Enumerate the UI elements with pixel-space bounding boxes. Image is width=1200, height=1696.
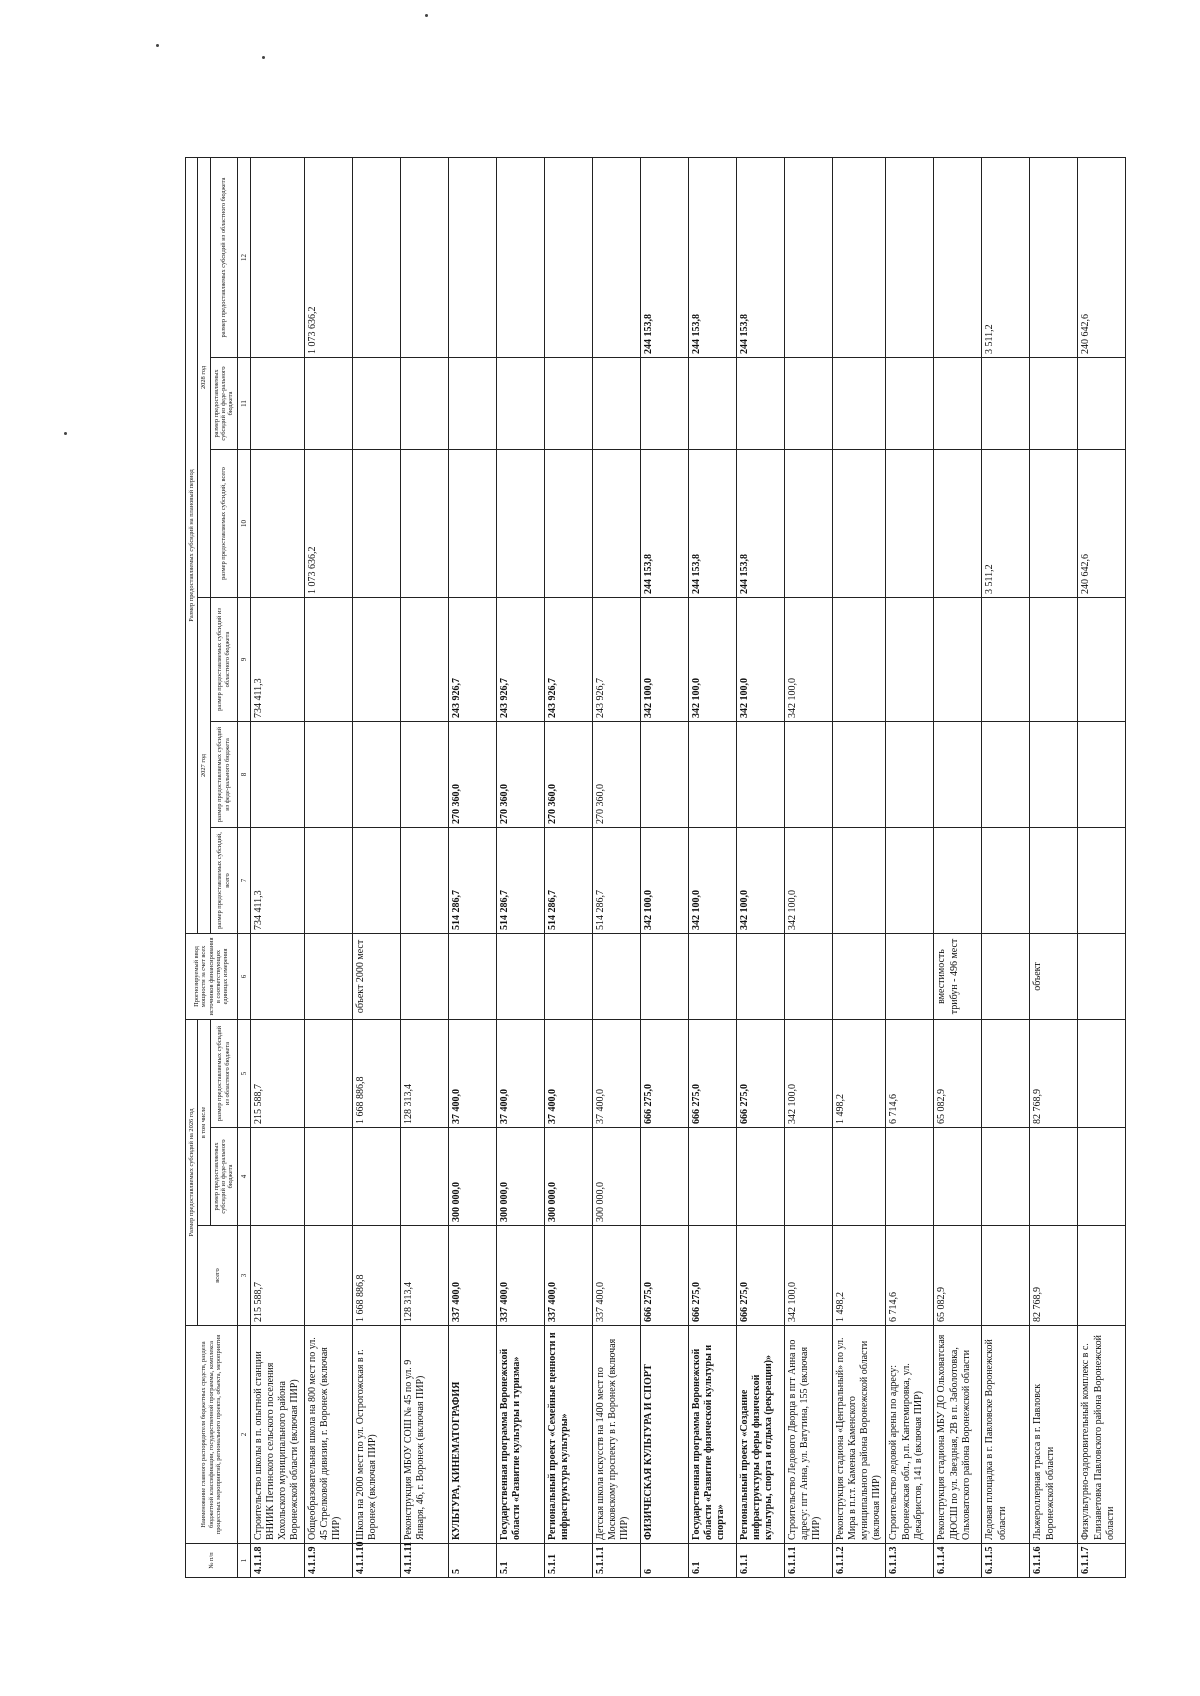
col-no-header: № п/п: [186, 1544, 238, 1578]
fed-2027-cell: [736, 721, 784, 827]
fed-2026-cell: [934, 1128, 982, 1226]
total-2027-cell: [982, 827, 1030, 933]
reg-2028-cell: [592, 157, 640, 357]
table-row: [1030, 157, 1078, 1577]
capacity-cell: [886, 933, 934, 1019]
table-row: [736, 157, 784, 1577]
fed-2027-cell: [352, 721, 400, 827]
reg-2026-cell: [1078, 1019, 1126, 1127]
col-number: 7: [237, 827, 250, 933]
row-name-cell: Государственная программа Воронежской области «Развитие физической культуры и спорта»: [688, 1326, 736, 1544]
year-2027-header: 2027 год: [198, 597, 210, 933]
fed-2026-cell: 300 000,0: [448, 1128, 496, 1226]
table-row: [352, 157, 400, 1577]
total-2027-cell: [934, 827, 982, 933]
table-row: [250, 157, 304, 1577]
total-2026-cell: 337 400,0: [544, 1226, 592, 1326]
table-row: [448, 157, 496, 1577]
total-2028-cell: [352, 449, 400, 597]
col-number: 3: [237, 1226, 250, 1326]
row-code-cell: 4.1.1.9: [304, 1544, 352, 1578]
row-name-cell: Строительство Ледового Дворца в пгт Анна по адресу: пгт Анна, ул. Ватутина, 155 (включая ПИР): [784, 1326, 832, 1544]
reg-2026-cell: 342 100,0: [784, 1019, 832, 1127]
total-2027-cell: [832, 827, 886, 933]
capacity-cell: вместимость трибун - 496 мест: [934, 933, 982, 1019]
reg-2027-cell: [832, 597, 886, 721]
fed-2027-cell: [400, 721, 448, 827]
fed-2026-cell: 300 000,0: [496, 1128, 544, 1226]
reg-2026-cell: [982, 1019, 1030, 1127]
scan-speck: [156, 44, 159, 47]
reg-2027-cell: [352, 597, 400, 721]
reg-2026-cell: 666 275,0: [736, 1019, 784, 1127]
fed-2028-cell: [784, 357, 832, 449]
reg-2028-cell: [934, 157, 982, 357]
reg-2026-cell: 1 668 886,8: [352, 1019, 400, 1127]
scan-speck: [262, 56, 265, 59]
row-code-cell: 4.1.1.10: [352, 1544, 400, 1578]
col-fed-2027-header: размер предоставляемых субсидий из феде-рального бюджета: [210, 721, 237, 827]
capacity-cell: [400, 933, 448, 1019]
reg-2027-cell: [886, 597, 934, 721]
total-2028-cell: [934, 449, 982, 597]
reg-2027-cell: [400, 597, 448, 721]
col-total-2027-header: размер предоставляемых субсидий, всего: [210, 827, 237, 933]
total-2028-cell: [250, 449, 304, 597]
col-number: 8: [237, 721, 250, 827]
total-2027-cell: 342 100,0: [784, 827, 832, 933]
capacity-cell: [982, 933, 1030, 1019]
table-row: [592, 157, 640, 1577]
fed-2027-cell: [886, 721, 934, 827]
row-name-cell: Реконструкция стадиона МБУ ДО Ольховатская ДЮСШ по ул. Звездная, 2В в п. Заболотовка, Ольховатского района Воронежской области: [934, 1326, 982, 1544]
table-row: [496, 157, 544, 1577]
reg-2026-cell: 666 275,0: [688, 1019, 736, 1127]
reg-2027-cell: 243 926,7: [592, 597, 640, 721]
year-2028-header: 2028 год: [198, 157, 210, 597]
row-name-cell: Школа на 2000 мест по ул. Острогожская в г. Воронеж (включая ПИР): [352, 1326, 400, 1544]
total-2026-cell: [1078, 1226, 1126, 1326]
reg-2027-cell: [304, 597, 352, 721]
capacity-cell: [544, 933, 592, 1019]
reg-2027-cell: [982, 597, 1030, 721]
total-2026-cell: 337 400,0: [496, 1226, 544, 1326]
row-code-cell: 6.1.1.1: [784, 1544, 832, 1578]
reg-2028-cell: [400, 157, 448, 357]
row-code-cell: 6.1.1.2: [832, 1544, 886, 1578]
reg-2026-cell: 215 588,7: [250, 1019, 304, 1127]
table-row: [688, 157, 736, 1577]
row-name-cell: Детская школа искусств на 1400 мест по Московскому проспекту в г. Воронеж (включая ПИР): [592, 1326, 640, 1544]
total-2027-cell: 342 100,0: [640, 827, 688, 933]
row-code-cell: 6.1.1.5: [982, 1544, 1030, 1578]
fed-2028-cell: [592, 357, 640, 449]
row-code-cell: 6.1.1.4: [934, 1544, 982, 1578]
row-name-cell: Государственная программа Воронежской области «Развитие культуры и туризма»: [496, 1326, 544, 1544]
table-row: [544, 157, 592, 1577]
fed-2027-cell: [1078, 721, 1126, 827]
row-name-cell: Ледовая площадка в г. Павловске Воронежской области: [982, 1326, 1030, 1544]
col-number: 10: [237, 449, 250, 597]
reg-2026-cell: 37 400,0: [544, 1019, 592, 1127]
row-code-cell: 5.1.1.1: [592, 1544, 640, 1578]
row-code-cell: 5: [448, 1544, 496, 1578]
capacity-cell: [784, 933, 832, 1019]
fed-2026-cell: [688, 1128, 736, 1226]
reg-2028-cell: [250, 157, 304, 357]
fed-2027-cell: [304, 721, 352, 827]
row-name-cell: Региональный проект «Создание инфраструктуры сферы физической культуры, спорта и отдыха (рекреации)»: [736, 1326, 784, 1544]
reg-2028-cell: 3 511,2: [982, 157, 1030, 357]
reg-2028-cell: [352, 157, 400, 357]
row-name-cell: Физкультурно-оздоровительный комплекс в с. Елизаветовка Павловского района Воронежской области: [1078, 1326, 1126, 1544]
total-2028-cell: [1030, 449, 1078, 597]
fed-2027-cell: 270 360,0: [544, 721, 592, 827]
reg-2028-cell: 1 073 636,2: [304, 157, 352, 357]
total-2027-cell: [1030, 827, 1078, 933]
reg-2027-cell: 342 100,0: [784, 597, 832, 721]
row-name-cell: КУЛЬТУРА, КИНЕМАТОГРАФИЯ: [448, 1326, 496, 1544]
reg-2027-cell: [1078, 597, 1126, 721]
row-code-cell: 6.1.1.7: [1078, 1544, 1126, 1578]
reg-2028-cell: [784, 157, 832, 357]
total-2027-cell: 342 100,0: [736, 827, 784, 933]
fed-2026-cell: 300 000,0: [544, 1128, 592, 1226]
fed-2026-cell: [400, 1128, 448, 1226]
row-name-cell: Строительство школы в п. опытной станции ВНИИК Петинского сельского поселения Хохольского муниципального района Воронежской области (включая ПИР): [250, 1326, 304, 1544]
reg-2028-cell: 240 642,6: [1078, 157, 1126, 357]
fed-2027-cell: [250, 721, 304, 827]
total-2027-cell: [400, 827, 448, 933]
col-total-header: всего: [198, 1226, 237, 1326]
col-number: 6: [237, 933, 250, 1019]
table-row: [400, 157, 448, 1577]
row-code-cell: 4.1.1.8: [250, 1544, 304, 1578]
total-2027-cell: [1078, 827, 1126, 933]
reg-2027-cell: [1030, 597, 1078, 721]
reg-2027-cell: 243 926,7: [448, 597, 496, 721]
total-2027-cell: [886, 827, 934, 933]
reg-2026-cell: 37 400,0: [496, 1019, 544, 1127]
total-2026-cell: 82 768,9: [1030, 1226, 1078, 1326]
total-2027-cell: [352, 827, 400, 933]
incl-header: в том числе: [198, 1019, 210, 1225]
document-page: [185, 158, 1115, 1578]
reg-2026-cell: 1 498,2: [832, 1019, 886, 1127]
total-2026-cell: 666 275,0: [688, 1226, 736, 1326]
total-2028-cell: [784, 449, 832, 597]
fed-2028-cell: [544, 357, 592, 449]
col-reg-2027-header: размер предоставляемых субсидий из областного бюджета: [210, 597, 237, 721]
fed-2026-cell: [784, 1128, 832, 1226]
fed-2028-cell: [1030, 357, 1078, 449]
row-code-cell: 6.1.1: [736, 1544, 784, 1578]
capacity-cell: объект 2000 мест: [352, 933, 400, 1019]
fed-2028-cell: [934, 357, 982, 449]
fed-2027-cell: [982, 721, 1030, 827]
total-2027-cell: 514 286,7: [448, 827, 496, 933]
fed-2028-cell: [1078, 357, 1126, 449]
reg-2028-cell: [832, 157, 886, 357]
capacity-cell: [592, 933, 640, 1019]
reg-2027-cell: 342 100,0: [688, 597, 736, 721]
col-number: 4: [237, 1128, 250, 1226]
table-row: [832, 157, 886, 1577]
capacity-cell: [496, 933, 544, 1019]
capacity-cell: [832, 933, 886, 1019]
reg-2028-cell: [544, 157, 592, 357]
group-plan-header: Размер предоставляемых субсидий на плановый период: [186, 157, 198, 933]
total-2028-cell: 244 153,8: [640, 449, 688, 597]
fed-2028-cell: [400, 357, 448, 449]
reg-2026-cell: 37 400,0: [448, 1019, 496, 1127]
fed-2028-cell: [886, 357, 934, 449]
reg-2027-cell: 243 926,7: [544, 597, 592, 721]
fed-2027-cell: 270 360,0: [592, 721, 640, 827]
row-code-cell: 6.1.1.3: [886, 1544, 934, 1578]
fed-2026-cell: [1030, 1128, 1078, 1226]
fed-2026-cell: [640, 1128, 688, 1226]
total-2028-cell: 240 642,6: [1078, 449, 1126, 597]
col-number: 1: [237, 1544, 250, 1578]
total-2026-cell: 337 400,0: [448, 1226, 496, 1326]
row-code-cell: 5.1.1: [544, 1544, 592, 1578]
capacity-cell: [448, 933, 496, 1019]
col-number: 11: [237, 357, 250, 449]
capacity-cell: [736, 933, 784, 1019]
capacity-cell: объект: [1030, 933, 1078, 1019]
reg-2026-cell: 6 714,6: [886, 1019, 934, 1127]
reg-2026-cell: 666 275,0: [640, 1019, 688, 1127]
col-fed-2028-header: размер предоставляемых субсидий из феде-рального бюджета: [210, 357, 237, 449]
fed-2028-cell: [832, 357, 886, 449]
total-2026-cell: 6 714,6: [886, 1226, 934, 1326]
reg-2028-cell: [448, 157, 496, 357]
total-2026-cell: 337 400,0: [592, 1226, 640, 1326]
fed-2027-cell: [784, 721, 832, 827]
col-number: 9: [237, 597, 250, 721]
fed-2026-cell: [886, 1128, 934, 1226]
total-2026-cell: 666 275,0: [640, 1226, 688, 1326]
fed-2026-cell: [1078, 1128, 1126, 1226]
total-2028-cell: [886, 449, 934, 597]
col-total-2028-header: размер предоставляемых субсидий, всего: [210, 449, 237, 597]
row-name-cell: Общеобразовательная школа на 800 мест по ул. 45 Стрелковой дивизии, г. Воронеж (включая ПИР): [304, 1326, 352, 1544]
table-row: [784, 157, 832, 1577]
fed-2028-cell: [448, 357, 496, 449]
row-name-cell: Региональный проект «Семейные ценности и инфраструктура культуры»: [544, 1326, 592, 1544]
fed-2028-cell: [496, 357, 544, 449]
row-code-cell: 6.1.1.6: [1030, 1544, 1078, 1578]
col-reg-2026-header: размер предоставляемых субсидий из областного бюджета: [210, 1019, 237, 1127]
total-2028-cell: [544, 449, 592, 597]
row-code-cell: 6.1: [688, 1544, 736, 1578]
fed-2026-cell: [250, 1128, 304, 1226]
capacity-cell: [1078, 933, 1126, 1019]
fed-2027-cell: 270 360,0: [496, 721, 544, 827]
fed-2028-cell: [352, 357, 400, 449]
row-name-cell: Строительство ледовой арены по адресу: Воронежская обл., р.п. Кантемировка, ул. Декабристов, 141 в (включая ПИР): [886, 1326, 934, 1544]
total-2027-cell: 734 411,3: [250, 827, 304, 933]
fed-2026-cell: [352, 1128, 400, 1226]
reg-2026-cell: 82 768,9: [1030, 1019, 1078, 1127]
reg-2028-cell: 244 153,8: [736, 157, 784, 357]
fed-2026-cell: [736, 1128, 784, 1226]
total-2026-cell: 666 275,0: [736, 1226, 784, 1326]
fed-2026-cell: 300 000,0: [592, 1128, 640, 1226]
capacity-cell: [304, 933, 352, 1019]
reg-2027-cell: [934, 597, 982, 721]
total-2028-cell: [592, 449, 640, 597]
total-2026-cell: 215 588,7: [250, 1226, 304, 1326]
row-code-cell: 6: [640, 1544, 688, 1578]
col-number: 5: [237, 1019, 250, 1127]
capacity-cell: [250, 933, 304, 1019]
reg-2028-cell: 244 153,8: [640, 157, 688, 357]
fed-2028-cell: [736, 357, 784, 449]
reg-2027-cell: 243 926,7: [496, 597, 544, 721]
capacity-cell: [688, 933, 736, 1019]
col-capacity-header: Прогнозируемый ввод мощности за счет всех источников финансирования в соответствующих единицах измерения: [186, 933, 238, 1019]
total-2028-cell: [496, 449, 544, 597]
table-row: [1078, 157, 1126, 1577]
reg-2026-cell: 37 400,0: [592, 1019, 640, 1127]
total-2027-cell: 514 286,7: [592, 827, 640, 933]
table-row: [640, 157, 688, 1577]
col-number: 2: [237, 1326, 250, 1544]
table-row: [934, 157, 982, 1577]
total-2028-cell: 244 153,8: [736, 449, 784, 597]
fed-2027-cell: [832, 721, 886, 827]
fed-2026-cell: [982, 1128, 1030, 1226]
fed-2027-cell: 270 360,0: [448, 721, 496, 827]
row-name-cell: Реконструкция стадиона «Центральный» по ул. Мира в п.г.т. Каменка Каменского муниципального района Воронежской области (включая ПИР): [832, 1326, 886, 1544]
reg-2027-cell: 734 411,3: [250, 597, 304, 721]
total-2027-cell: 514 286,7: [544, 827, 592, 933]
reg-2028-cell: 244 153,8: [688, 157, 736, 357]
fed-2028-cell: [304, 357, 352, 449]
total-2026-cell: [304, 1226, 352, 1326]
col-fed-2026-header: размер предоставляемых субсидий из феде-рального бюджета: [210, 1128, 237, 1226]
total-2028-cell: 1 073 636,2: [304, 449, 352, 597]
scan-speck: [425, 14, 428, 17]
fed-2028-cell: [640, 357, 688, 449]
total-2027-cell: [304, 827, 352, 933]
total-2028-cell: [400, 449, 448, 597]
reg-2026-cell: [304, 1019, 352, 1127]
table-row: [982, 157, 1030, 1577]
total-2026-cell: 1 668 886,8: [352, 1226, 400, 1326]
reg-2027-cell: 342 100,0: [640, 597, 688, 721]
rotated-table-wrapper: [185, 158, 1115, 1578]
reg-2028-cell: [1030, 157, 1078, 357]
col-name-header: Наименование главного распорядителя бюджетных средств, раздела бюджетной классификации, государственной программы, комплекса процессных мероприятий, регионального проекта, объекта, мероприятия: [186, 1326, 238, 1544]
row-name-cell: Лыжероллерная трасса в г. Павловск Воронежской области: [1030, 1326, 1078, 1544]
fed-2028-cell: [688, 357, 736, 449]
reg-2027-cell: 342 100,0: [736, 597, 784, 721]
col-number: 12: [237, 157, 250, 357]
fed-2026-cell: [832, 1128, 886, 1226]
total-2028-cell: [448, 449, 496, 597]
row-code-cell: 4.1.1.11: [400, 1544, 448, 1578]
total-2026-cell: 128 313,4: [400, 1226, 448, 1326]
reg-2028-cell: [886, 157, 934, 357]
fed-2027-cell: [1030, 721, 1078, 827]
fed-2026-cell: [304, 1128, 352, 1226]
subsidy-table: [185, 157, 1126, 1578]
fed-2027-cell: [640, 721, 688, 827]
table-row: [304, 157, 352, 1577]
total-2026-cell: 342 100,0: [784, 1226, 832, 1326]
row-name-cell: Реконструкция МБОУ СОШ № 45 по ул. 9 Января, 46, г. Воронеж (включая ПИР): [400, 1326, 448, 1544]
capacity-cell: [640, 933, 688, 1019]
group-2026-header: Размер предоставляемых субсидий на 2026 год: [186, 1019, 198, 1325]
fed-2027-cell: [688, 721, 736, 827]
fed-2028-cell: [250, 357, 304, 449]
row-code-cell: 5.1: [496, 1544, 544, 1578]
total-2027-cell: 514 286,7: [496, 827, 544, 933]
total-2027-cell: 342 100,0: [688, 827, 736, 933]
total-2026-cell: [982, 1226, 1030, 1326]
fed-2028-cell: [982, 357, 1030, 449]
total-2028-cell: [832, 449, 886, 597]
col-reg-2028-header: размер предоставляемых субсидий из областного бюджета: [210, 157, 237, 357]
total-2028-cell: 244 153,8: [688, 449, 736, 597]
total-2028-cell: 3 511,2: [982, 449, 1030, 597]
row-name-cell: ФИЗИЧЕСКАЯ КУЛЬТУРА И СПОРТ: [640, 1326, 688, 1544]
reg-2026-cell: 128 313,4: [400, 1019, 448, 1127]
total-2026-cell: 65 082,9: [934, 1226, 982, 1326]
scan-speck: [64, 432, 67, 435]
reg-2026-cell: 65 082,9: [934, 1019, 982, 1127]
table-row: [886, 157, 934, 1577]
fed-2027-cell: [934, 721, 982, 827]
total-2026-cell: 1 498,2: [832, 1226, 886, 1326]
reg-2028-cell: [496, 157, 544, 357]
